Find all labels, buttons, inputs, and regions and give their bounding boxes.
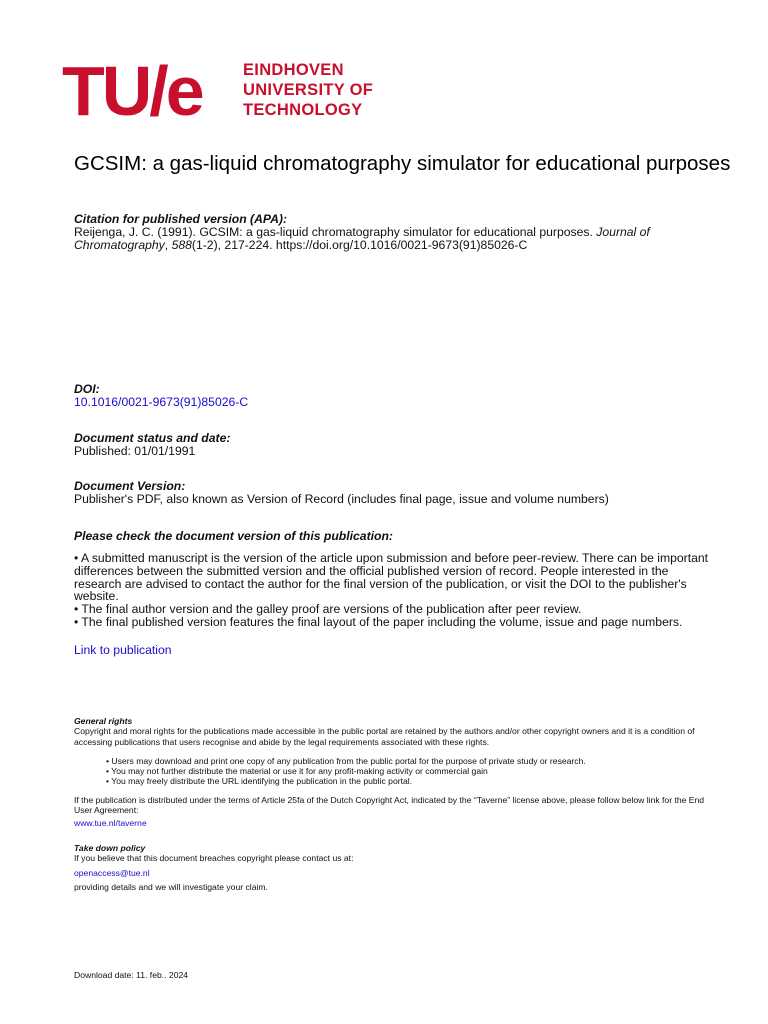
- logo-wordmark: [243, 60, 423, 120]
- doi-block: [74, 383, 714, 409]
- logo-line-2: UNIVERSITY OF: [243, 81, 374, 99]
- version-value: Publisher's PDF, also known as Version of Record (includes final page, issue and volume numbers): [74, 491, 609, 506]
- rights-item: • You may not further distribute the material or use it for any profit-making activity or commercial gain: [106, 766, 726, 776]
- note-submitted: • A submitted manuscript is the version of the article upon submission and before peer-review. There can be important differences between the submitted version and the official published version of record. People interested in the research are advised to contact the author for the final version of the publication, or visit the DOI to the publisher's website.: [74, 551, 709, 604]
- rights-item: • You may freely distribute the URL identifying the publication in the public portal.: [106, 776, 726, 786]
- doi-label: DOI:: [74, 382, 100, 396]
- citation-journal: Journal of Chromatography: [74, 224, 650, 252]
- page-title: GCSIM: a gas-liquid chromatography simulator for educational purposes: [74, 152, 731, 175]
- citation-volume: 588: [171, 237, 192, 252]
- doi-link[interactable]: 10.1016/0021-9673(91)85026-C: [74, 394, 249, 409]
- logo-line-1: EINDHOVEN: [243, 61, 344, 79]
- rights-text: Copyright and moral rights for the publications made accessible in the public portal are retained by the authors and/or other copyright owners and it is a condition of accessing publications that users recognise and abide by the legal requirements associated with these rights.: [74, 726, 695, 747]
- citation-authors: Reijenga, J. C. (1991). GCSIM: a gas-liquid chromatography simulator for educational purposes.: [74, 224, 597, 239]
- taverne-text: If the publication is distributed under the terms of Article 25fa of the Dutch Copyright Act, indicated by the “Taverne” license above, please follow below link for the End User Agreement:: [74, 795, 705, 816]
- rights-list: [106, 756, 726, 787]
- logo-mark: TU/e: [62, 52, 202, 130]
- citation-text: Reijenga, J. C. (1991). GCSIM: a gas-liquid chromatography simulator for educational purposes. Journal of Chromatography, 588(1-2), 217-224. https://doi.org/10.1016/0021-9673(91)85026-C: [74, 224, 650, 252]
- note-published-version: • The final published version features the final layout of the paper including the volume, issue and page numbers.: [74, 614, 683, 629]
- general-rights: [74, 716, 724, 747]
- version-notes: [74, 552, 714, 629]
- status-block: [74, 432, 714, 458]
- takedown-policy: [74, 843, 724, 864]
- citation-label: Citation for published version (APA):: [74, 212, 288, 226]
- version-label: Document Version:: [74, 479, 186, 493]
- email-link[interactable]: openaccess@tue.nl: [74, 868, 150, 878]
- logo-line-3: TECHNOLOGY: [243, 101, 363, 119]
- publication-link[interactable]: Link to publication: [74, 643, 172, 657]
- note-author-version: • The final author version and the galley proof are versions of the publication after peer review.: [74, 602, 582, 617]
- check-label-text: Please check the document version of this publication:: [74, 529, 393, 543]
- taverne-link[interactable]: www.tue.nl/taverne: [74, 818, 147, 828]
- download-date: Download date: 11. feb.. 2024: [74, 970, 189, 980]
- takedown-closing: providing details and we will investigate your claim.: [74, 882, 268, 892]
- takedown-text: If you believe that this document breaches copyright please contact us at:: [74, 853, 354, 864]
- rights-label: General rights: [74, 716, 133, 726]
- status-value: Published: 01/01/1991: [74, 443, 196, 458]
- citation-rest: (1-2), 217-224. https://doi.org/10.1016/0021-9673(91)85026-C: [191, 237, 528, 252]
- check-label: [74, 530, 714, 543]
- takedown-label: Take down policy: [74, 843, 146, 853]
- citation-block: [74, 213, 714, 251]
- rights-item: • Users may download and print one copy of any publication from the public portal for the purpose of private study or research.: [106, 756, 726, 766]
- status-label: Document status and date:: [74, 431, 231, 445]
- version-block: [74, 480, 714, 506]
